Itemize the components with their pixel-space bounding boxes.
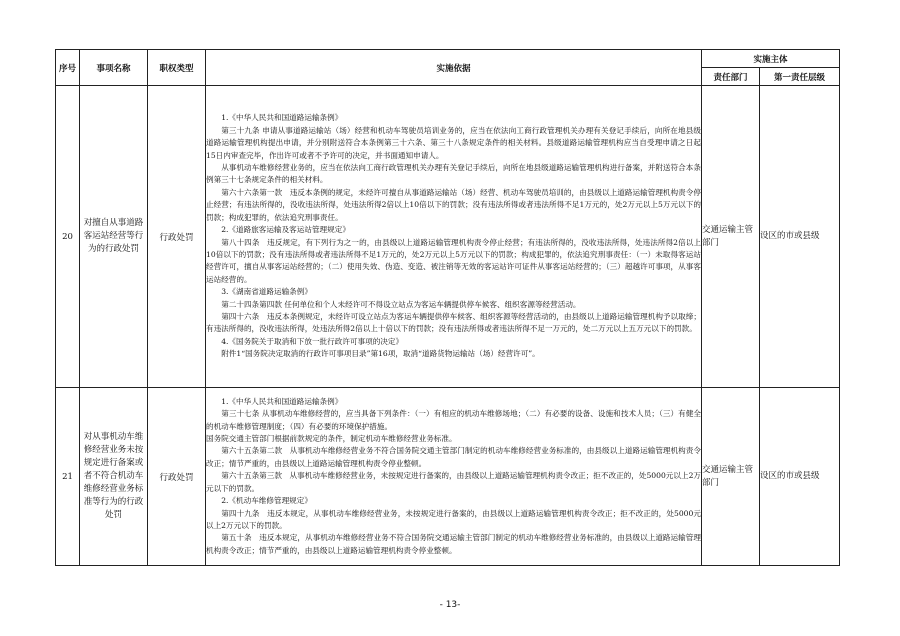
basis-paragraph: 从事机动车维修经营业务的，应当在依法向工商行政管理机关办理有关登记手续后，向所在地县级道路运输管理机构进行备案，并附送符合本条例第三十七条规定条件的相关材料。	[206, 163, 701, 185]
basis-paragraph: 第五十条 违反本规定，从事机动车维修经营业务不符合国务院交通运输主管部门制定的机动车维修经营业务标准的，由县级以上道路运输管理机构责令改正；情节严重的，由县级以上道路运输管理机构责令停业整顿。	[206, 533, 701, 555]
basis-paragraph: 第二十四条第四款 任何单位和个人未经许可不得设立站点为客运车辆提供停车候客、组织客源等经营活动。	[221, 299, 581, 309]
row-item-name: 对从事机动车维修经营业务未按规定进行备案或者不符合机动车维修经营业务标准等行为的行政处罚	[80, 388, 148, 566]
page-number: - 13-	[439, 600, 461, 610]
header-basis: 实施依据	[206, 50, 702, 86]
basis-paragraph: 第六十六条第一款 违反本条例的规定，未经许可擅自从事道路运输站（场）经营、机动车驾驶员培训的，由县级以上道路运输管理机构责令停止经营；有违法所得的，没收违法所得，处违法所得2倍以上10倍以下的罚款；没有违法所得或者违法所得不足1万元的，处2万元以上5万元以下的罚款；构成犯罪的，依法追究刑事责任。	[206, 187, 701, 222]
basis-paragraph: 第三十七条 从事机动车维修经营的，应当具备下列条件：（一）有相应的机动车维修场地；（二）有必要的设备、设施和技术人员；（三）有健全的机动车维修管理制度；（四）有必要的环境保护措施。	[206, 409, 701, 431]
enforcement-table	[55, 49, 840, 566]
header-seq: 序号	[56, 50, 80, 86]
row-dept: 交通运输主管部门	[702, 388, 760, 566]
basis-paragraph: 第四十六条 违反本条例规定，未经许可设立站点为客运车辆提供停车候客、组织客源等经营活动的，由县级以上道路运输管理机构予以取缔；有违法所得的，没收违法所得，处违法所得2倍以上十倍以下的罚款；没有违法所得或者违法所得不足一万元的，处二万元以上五万元以下的罚款。	[206, 311, 701, 334]
row-seq: 20	[56, 86, 80, 388]
basis-paragraph: 1.《中华人民共和国道路运输条例》	[221, 396, 343, 406]
basis-paragraph: 3.《湖南省道路运输条例》	[221, 287, 312, 297]
table-row	[56, 388, 840, 566]
header-level: 第一责任层级	[760, 68, 840, 86]
basis-paragraph: 2.《机动车维修管理规定》	[221, 496, 312, 506]
header-item-name: 事项名称	[80, 50, 148, 86]
basis-paragraph: 第三十九条 申请从事道路运输站（场）经营和机动车驾驶员培训业务的，应当在依法向工商行政管理机关办理有关登记手续后，向所在地县级道路运输管理机构提出申请，并分别附送符合本条例第三十六条、第三十八条规定条件的相关材料。县级道路运输管理机构应当自受理申请之日起15日内审查完毕，作出许可或者不予许可的决定，并书面通知申请人。	[206, 125, 701, 160]
row-seq: 21	[56, 388, 80, 566]
basis-paragraph: 4.《国务院关于取消和下放一批行政许可事项的决定》	[221, 336, 404, 346]
basis-paragraph: 第六十五条第三款 从事机动车维修经营业务，未按规定进行备案的，由县级以上道路运输管理机构责令改正；拒不改正的，处5000元以上2万元以下的罚款。	[206, 471, 701, 493]
basis-paragraph: 第四十九条 违反本规定，从事机动车维修经营业务，未按规定进行备案的，由县级以上道路运输管理机构责令改正；拒不改正的，处5000元以上2万元以下的罚款。	[206, 508, 701, 530]
basis-paragraph: 附件1“国务院决定取消的行政许可事项目录”第16项，取消“道路货物运输站（场）经营许可”。	[221, 349, 540, 359]
row-basis	[206, 86, 702, 388]
row-power-type: 行政处罚	[148, 388, 206, 566]
basis-paragraph: 1.《中华人民共和国道路运输条例》	[221, 113, 343, 123]
basis-paragraph: 国务院交通主管部门根据前款规定的条件，制定机动车维修经营业务标准。	[206, 434, 457, 444]
basis-paragraph: 第八十四条 违反规定，有下列行为之一的，由县级以上道路运输管理机构责令停止经营；有违法所得的，没收违法所得，处违法所得2倍以上10倍以下的罚款；没有违法所得或者违法所得不足1万元的，处2万元以上5万元以下的罚款；构成犯罪的，依法追究刑事责任：（一）未取得客运站经营许可，擅自从事客运站经营的；（二）使用失效、伪造、变造、被注销等无效的客运站许可证件从事客运站经营的；（三）超越许可事项，从事客运站经营的。	[206, 237, 701, 284]
header-power-type: 职权类型	[148, 50, 206, 86]
row-level: 设区的市或县级	[760, 388, 840, 566]
table-row	[56, 86, 840, 388]
row-power-type: 行政处罚	[148, 86, 206, 388]
row-dept: 交通运输主管部门	[702, 86, 760, 388]
row-basis	[206, 388, 702, 566]
header-subject: 实施主体	[702, 50, 840, 68]
row-item-name: 对擅自从事道路客运站经营等行为的行政处罚	[80, 86, 148, 388]
basis-paragraph: 第六十五条第二款 从事机动车维修经营业务不符合国务院交通主管部门制定的机动车维修经营业务标准的，由县级以上道路运输管理机构责令改正；情节严重的，由县级以上道路运输管理机构责令停业整顿。	[206, 446, 701, 468]
basis-paragraph: 2.《道路旅客运输及客运站管理规定》	[221, 225, 350, 235]
row-level: 设区的市或县级	[760, 86, 840, 388]
header-dept: 责任部门	[702, 68, 760, 86]
